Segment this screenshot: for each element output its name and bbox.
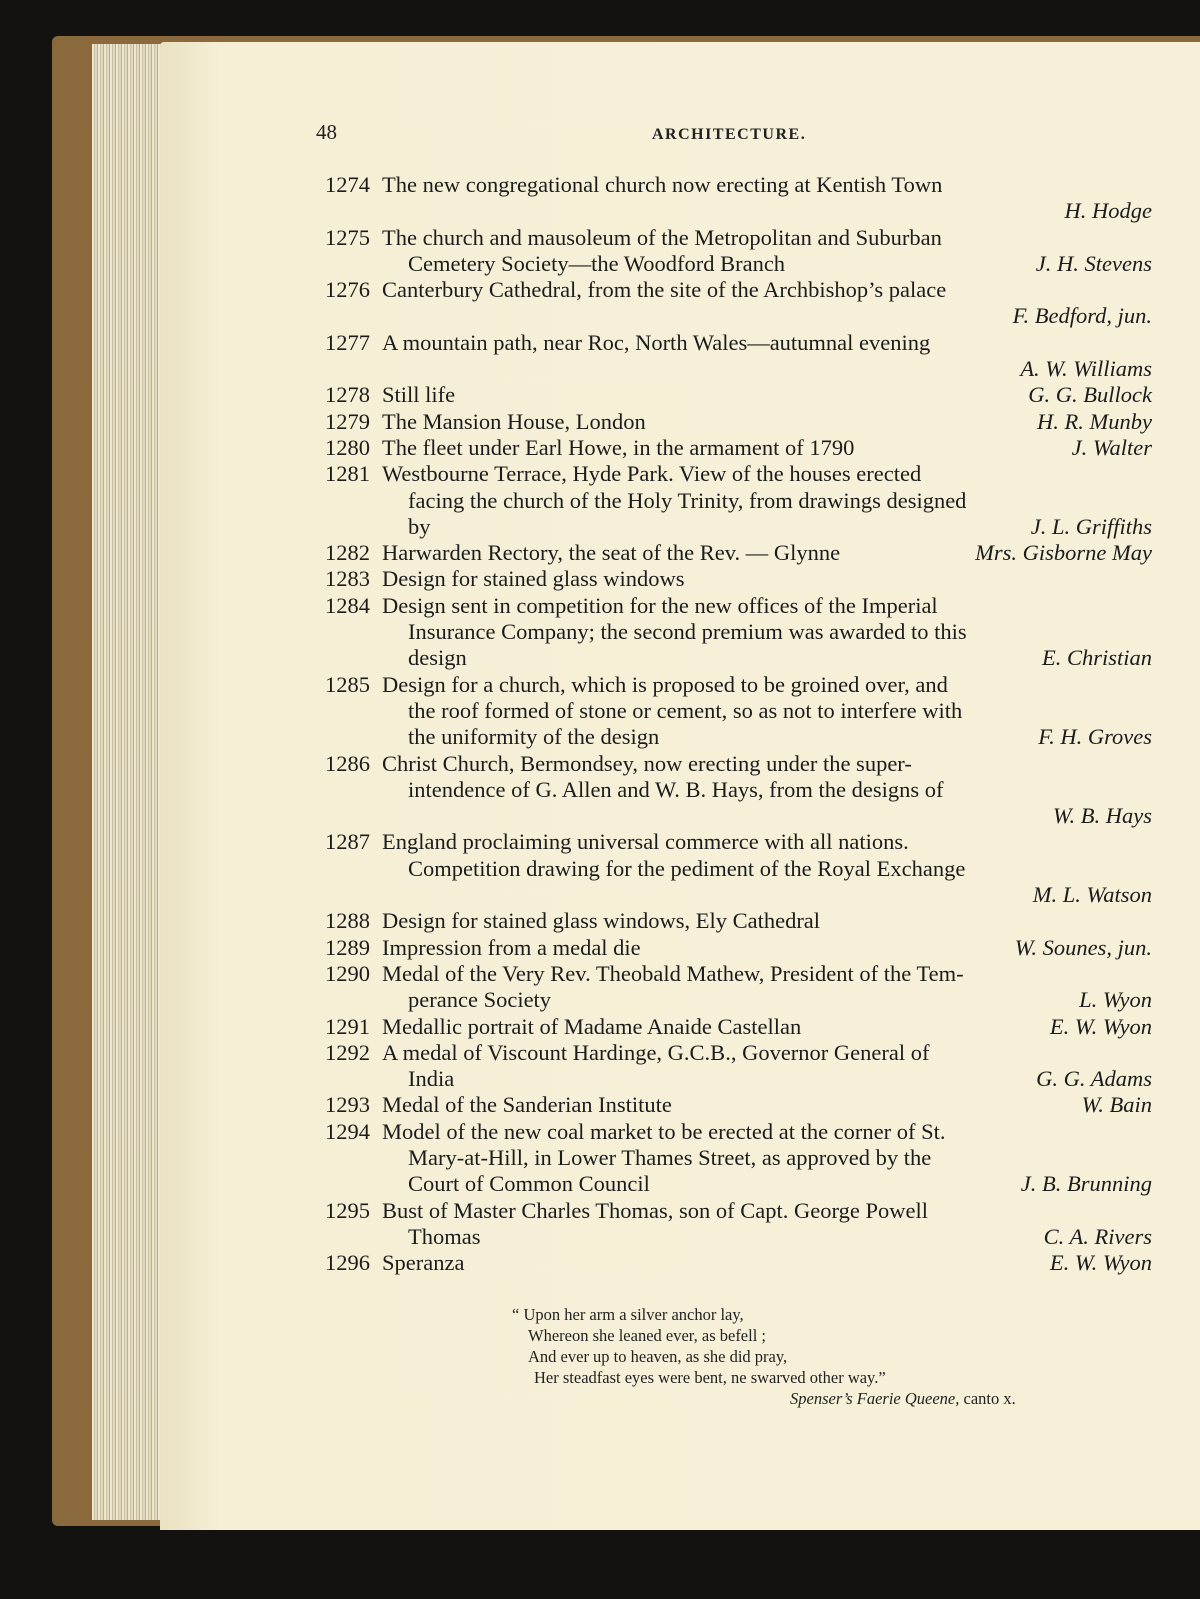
entry-artist: J. Walter: [1071, 434, 1152, 460]
catalogue-entry: [316, 1092, 1152, 1118]
entry-number: 1279: [325, 408, 370, 434]
entry-title-line: design: [408, 645, 467, 671]
entry-number: 1283: [325, 566, 370, 592]
entry-artist: G. G. Bullock: [1028, 382, 1152, 408]
catalogue-entry: [316, 382, 1152, 408]
entry-title-line: Court of Common Council: [408, 1171, 650, 1197]
entry-artist: E. Christian: [1041, 645, 1152, 671]
entry-artist: F. H. Groves: [1038, 724, 1152, 750]
catalogue-entry: [316, 829, 1152, 908]
catalogue-entry: [316, 566, 1152, 592]
entry-title-line: The fleet under Earl Howe, in the armament of 1790: [382, 434, 855, 460]
catalogue-entry: [316, 593, 1152, 672]
entry-artist: E. W. Wyon: [1049, 1013, 1152, 1039]
entry-artist: H. Hodge: [1064, 198, 1152, 224]
entry-title-line: Model of the new coal market to be erected at the corner of St.: [382, 1118, 946, 1144]
quote-line: Whereon she leaned ever, as befell ;: [528, 1326, 767, 1345]
quote-line: Her steadfast eyes were bent, ne swarved other way.”: [534, 1368, 886, 1387]
entry-title-line: Mary-at-Hill, in Lower Thames Street, as approved by the: [408, 1144, 932, 1170]
quote-line: And ever up to heaven, as she did pray,: [528, 1347, 788, 1366]
entry-number: 1277: [325, 329, 370, 355]
entry-artist: E. W. Wyon: [1049, 1250, 1152, 1276]
entry-number: 1285: [325, 671, 370, 697]
entry-artist: M. L. Watson: [1032, 882, 1152, 908]
entry-title-line: Speranza: [382, 1250, 465, 1276]
epigraph-quote: [512, 1304, 886, 1388]
entry-number: 1290: [325, 960, 370, 986]
entry-title-line: A medal of Viscount Hardinge, G.C.B., Governor General of: [382, 1039, 930, 1065]
entry-title-line: The Mansion House, London: [382, 408, 646, 434]
entry-artist: H. R. Munby: [1037, 408, 1152, 434]
entry-title-line: the roof formed of stone or cement, so as not to interfere with: [408, 697, 963, 723]
entry-title-line: perance Society: [408, 987, 552, 1013]
catalogue-entry: [316, 908, 1152, 934]
catalogue-entry: [316, 1250, 1152, 1276]
entry-title-line: Canterbury Cathedral, from the site of the Archbishop’s palace: [382, 277, 947, 303]
entry-title-line: the uniformity of the design: [408, 724, 660, 750]
catalogue-entry: [316, 540, 1152, 566]
catalogue-entry: [316, 1198, 1152, 1251]
catalogue-entry: [316, 330, 1152, 383]
entry-title-line: Medallic portrait of Madame Anaide Castellan: [382, 1013, 802, 1039]
entry-number: 1275: [325, 224, 370, 250]
page-edges: [92, 44, 164, 1520]
catalogue-entry: [316, 1119, 1152, 1198]
page-number: 48: [316, 120, 337, 144]
entry-title-line: Competition drawing for the pediment of the Royal Exchange: [408, 855, 966, 881]
catalogue-entry: [316, 409, 1152, 435]
catalogue-entry: [316, 277, 1152, 330]
entry-number: 1288: [325, 908, 370, 934]
entry-number: 1295: [325, 1197, 370, 1223]
entry-title-line: by: [408, 513, 431, 539]
quote-source: [790, 1389, 1016, 1409]
catalogue-entry: [316, 672, 1152, 751]
entry-artist: J. L. Griffiths: [1030, 513, 1152, 539]
entry-title-line: Thomas: [408, 1223, 481, 1249]
catalogue-entry: [316, 935, 1152, 961]
entry-number: 1287: [325, 829, 370, 855]
entry-number: 1278: [325, 382, 370, 408]
entry-artist: W. Sounes, jun.: [1014, 934, 1152, 960]
catalogue-entry: [316, 461, 1152, 540]
entry-title-line: The church and mausoleum of the Metropolitan and Suburban: [382, 224, 942, 250]
quote-source-canto: canto x.: [963, 1389, 1016, 1408]
entry-number: 1289: [325, 934, 370, 960]
catalogue-entry: [316, 1014, 1152, 1040]
entry-artist: L. Wyon: [1079, 987, 1152, 1013]
entry-title-line: Medal of the Very Rev. Theobald Mathew, President of the Tem-: [382, 960, 964, 986]
entry-number: 1291: [325, 1013, 370, 1039]
entry-number: 1281: [325, 461, 370, 487]
entry-number: 1294: [325, 1118, 370, 1144]
entry-title-line: A mountain path, near Roc, North Wales—autumnal evening: [382, 329, 931, 355]
entry-title-line: The new congregational church now erecting at Kentish Town: [382, 172, 943, 197]
entry-number: 1282: [325, 540, 370, 566]
entry-title-line: Design sent in competition for the new offices of the Imperial: [382, 592, 938, 618]
entry-title-line: Medal of the Sanderian Institute: [382, 1092, 672, 1118]
entry-artist: C. A. Rivers: [1043, 1223, 1152, 1249]
entry-title-line: Design for a church, which is proposed to be groined over, and: [382, 671, 948, 697]
entry-number: 1286: [325, 750, 370, 776]
entry-artist: Mrs. Gisborne May: [975, 540, 1152, 566]
entry-number: 1274: [325, 172, 370, 197]
entry-number: 1280: [325, 434, 370, 460]
entry-title-line: Design for stained glass windows, Ely Cathedral: [382, 908, 821, 934]
entry-title-line: Still life: [382, 382, 456, 408]
entry-title-line: intendence of G. Allen and W. B. Hays, from the designs of: [408, 776, 944, 802]
catalogue-entry: [316, 961, 1152, 1014]
entry-title-line: India: [408, 1066, 455, 1092]
entry-number: 1296: [325, 1250, 370, 1276]
quote-line: “ Upon her arm a silver anchor lay,: [512, 1305, 744, 1324]
catalogue-list: [316, 172, 1152, 1276]
running-head: ARCHITECTURE.: [652, 126, 807, 143]
catalogue-entry: [316, 172, 1152, 225]
catalogue-entry: [316, 1040, 1152, 1093]
entry-title-line: Westbourne Terrace, Hyde Park. View of the houses erected: [382, 461, 922, 487]
entry-number: 1284: [325, 592, 370, 618]
catalogue-entry: [316, 751, 1152, 830]
entry-title-line: facing the church of the Holy Trinity, from drawings designed: [408, 487, 967, 513]
entry-artist: J. B. Brunning: [1020, 1171, 1152, 1197]
entry-artist: W. Bain: [1081, 1092, 1152, 1118]
entry-artist: J. H. Stevens: [1035, 250, 1152, 276]
entry-title-line: Impression from a medal die: [382, 934, 641, 960]
entry-title-line: Christ Church, Bermondsey, now erecting under the super-: [382, 750, 912, 776]
entry-number: 1292: [325, 1039, 370, 1065]
quote-source-work: Spenser’s Faerie Queene,: [790, 1389, 960, 1408]
entry-artist: W. B. Hays: [1052, 803, 1152, 829]
entry-artist: A. W. Williams: [1020, 356, 1152, 382]
entry-artist: F. Bedford, jun.: [1012, 303, 1152, 329]
entry-title-line: Harwarden Rectory, the seat of the Rev. — Glynne: [382, 540, 841, 566]
entry-title-line: Cemetery Society—the Woodford Branch: [408, 250, 786, 276]
entry-number: 1293: [325, 1092, 370, 1118]
entry-title-line: England proclaiming universal commerce with all nations.: [382, 829, 909, 855]
catalogue-entry: [316, 225, 1152, 278]
entry-title-line: Design for stained glass windows: [382, 566, 685, 592]
entry-title-line: Insurance Company; the second premium was awarded to this: [408, 619, 967, 645]
entry-title-line: Bust of Master Charles Thomas, son of Capt. George Powell: [382, 1197, 928, 1223]
entry-artist: G. G. Adams: [1036, 1066, 1152, 1092]
entry-number: 1276: [325, 277, 370, 303]
catalogue-entry: [316, 435, 1152, 461]
